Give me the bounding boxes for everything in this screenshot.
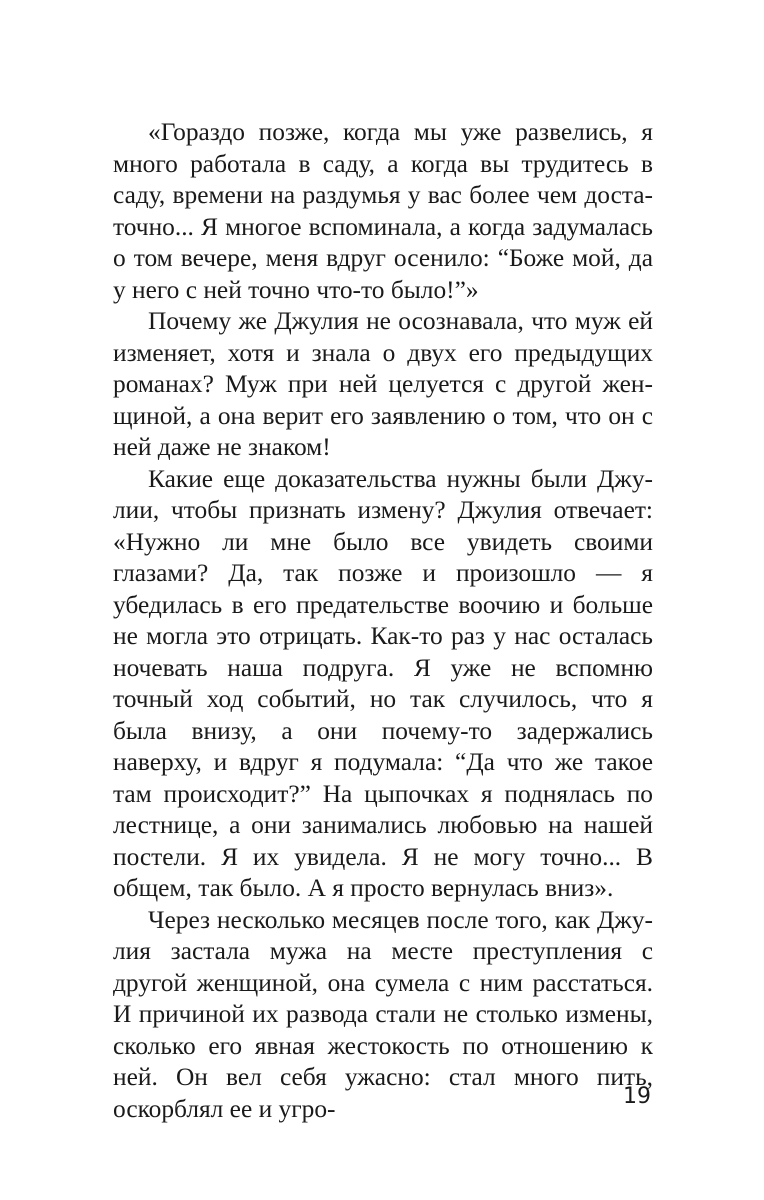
paragraph-1: «Гораздо позже, когда мы уже развелись, я много работала в саду, а когда вы трудитесь в саду, времени на раздумья у вас более чем достаточно... Я многое вспоминала, а когда задумалась о том вечере, меня вдруг осенило: “Боже мой, да у него с ней точно что-то было!”» (113, 118, 653, 304)
paragraph-2: Почему же Джулия не осознавала, что муж ей изменяет, хотя и знала о двух его предыдущих романах? Муж при ней целуется с другой женщиной, а она верит его заявлению о том, что он с ней даже не знаком! (113, 307, 653, 461)
paragraph-4: Через несколько месяцев после того, как Джулия застала мужа на месте преступления с другой женщиной, она сумела с ним расстаться. И причиной их развода стали не столько измены, сколько его явная жестокость по отношению к ней. Он вел себя ужасно: стал много пить, оскорблял ее и угро- (113, 905, 653, 1123)
page-number: 19 (623, 1084, 651, 1109)
page-text (113, 117, 653, 1125)
paragraph-3: Какие еще доказательства нужны были Джулии, чтобы признать измену? Джулия отвечает: «Нужно ли мне было все увидеть своими глазами? Да, так позже и произошло — я убедилась в его предательстве воочию и больше не могла это отрицать. Как-то раз у нас осталась ночевать наша подруга. Я уже не вспомню точный ход событий, но так случилось, что я была внизу, а они почему-то задержались наверху, и вдруг я подумала: “Да что же такое там происходит?” На цыпочках я поднялась по лестнице, а они занимались любовью на нашей постели. Я их увидела. Я не могу точно... В общем, так было. А я просто вернулась вниз». (113, 464, 653, 902)
